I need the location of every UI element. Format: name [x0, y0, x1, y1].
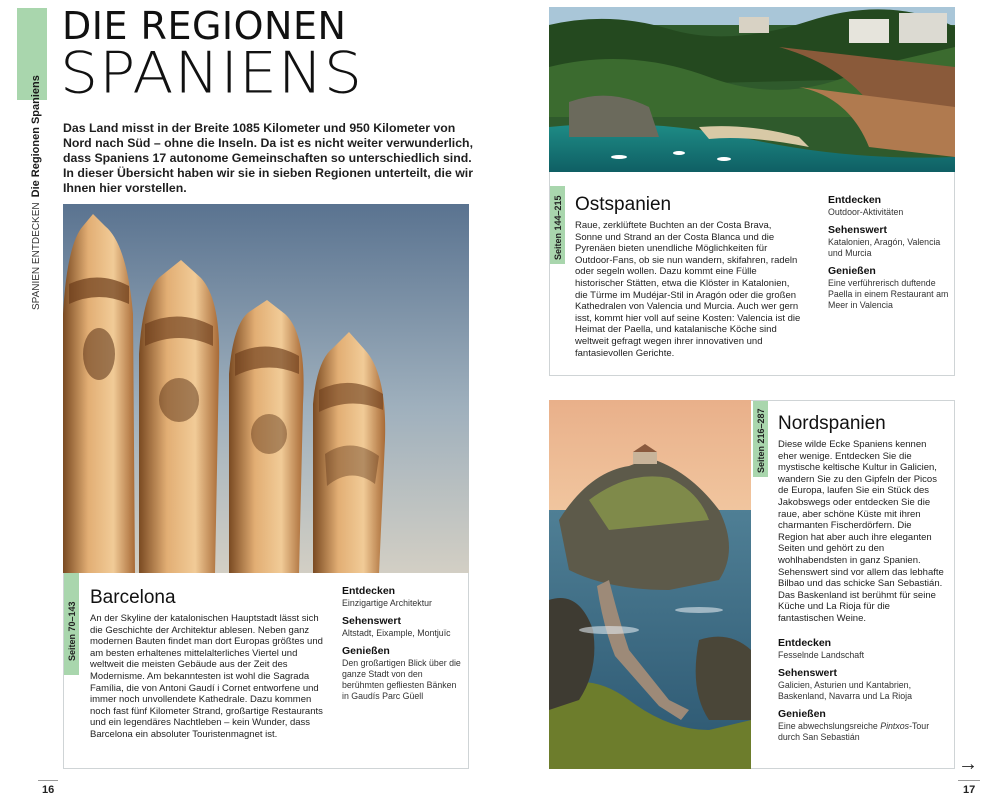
barcelona-photo — [63, 204, 469, 574]
page-title-line2: SPANIENS — [60, 40, 363, 107]
page-title-line1: DIE REGIONEN — [62, 4, 347, 48]
fact-heading: Genießen — [828, 265, 876, 277]
barcelona-title: Barcelona — [90, 587, 176, 608]
fact-value: Eine abwechslungsreiche Pintxos-Tour durch San Sebastián — [778, 721, 930, 742]
fact-heading: Genießen — [778, 708, 826, 720]
nordspanien-facts — [778, 637, 950, 749]
ostspanien-description: Raue, zerklüftete Buchten an der Costa Brava, Sonne und Strand an der Costa Blanca und die Pyrenäen bieten unendliche Möglichkeiten für Outdoor-Fans, ob sie nun wandern, skifahren, radeln oder segeln wollen. Dazu kommt eine Fülle historischer Stätten, etwa die Klöster in Katalonien, die Türme im Mudéjar-Stil in Aragón oder die großen Kathedralen von Valencia und Murcia. Auch wer gern isst, kommt hier voll auf seine Kosten: Valencia ist die Heimat der Paella, und katalanische Köche sind weltweit gefragt wegen ihrer innovativen und fantasievollen Gerichte. — [575, 220, 801, 359]
barcelona-description: An der Skyline der katalonischen Hauptstadt lässt sich die Geschichte der Architektur ablesen. Neben ganz modernen Bauten findet man dort Europas größtes und am besten erhaltenes mittelalterliches Viertel und weltweit die meisten Gebäude aus der Zeit des Modernisme. Am bekanntesten ist wohl die Sagrada Família, die von Antoni Gaudí i Cornet entworfene und immer noch unvollendete Kathedrale. Dazu kommen noch fast fünf Kilometer Strand, großartige Restaurants und ein legendäres Nachtleben – kein Wunder, dass Barcelona ein absoluter Touristenmagnet ist. — [90, 613, 323, 740]
fact-heading: Sehenswert — [778, 667, 837, 679]
running-head-section: SPANIEN ENTDECKEN — [31, 202, 42, 310]
fact-value: Den großartigen Blick über die ganze Stadt von den berühmten geﬂiesten Bänken in Gaudís Parc Güell — [342, 658, 461, 701]
fact-value: Fesselnde Landschaft — [778, 650, 865, 660]
page-number-left: 16 — [42, 784, 55, 796]
barcelona-page-range: Seiten 70–143 — [67, 601, 77, 661]
nordspanien-page-tab — [753, 401, 768, 477]
fact-heading: Genießen — [342, 645, 390, 657]
fact-value: Eine verführerisch duftende Paella in einem Restaurant am Meer in Valencia — [828, 278, 949, 310]
nordspanien-title: Nordspanien — [778, 413, 886, 434]
intro-paragraph: Das Land misst in der Breite 1085 Kilometer und 950 Kilometer von Nord nach Süd – ohne die Inseln. Da ist es nicht weiter verwunderlich, dass Spaniens 17 autonome Gemeinschaften so unterschiedlich sind. In dieser Übersicht haben wir sie in sieben Regionen unterteilt, die wir Ihnen hier vorstellen. — [63, 121, 473, 195]
running-head — [29, 75, 49, 310]
fact-value: Einzigartige Architektur — [342, 598, 432, 608]
nordspanien-description: Diese wilde Ecke Spaniens kennen eher wenige. Entdecken Sie die mystische keltische Kultur in Galicien, wandern Sie zu den Gipfeln der Picos de Europa, laufen Sie ein Stück des Jakobswegs oder entdecken Sie die raue, aber schöne Küste mit ihren charmanten Fischerdörfern. Die Region hat aber auch ihre eleganten Seiten und gehört zu den wohlhabendsten in ganz Spanien. Sehenswert sind vor allem das lebhafte Bilbao und das schicke San Sebastián. Das Baskenland ist berühmt für seine Küche und La Rioja für die fantastischen Weine. — [778, 439, 944, 624]
fact-heading: Entdecken — [828, 194, 882, 206]
fact-value: Outdoor-Aktivitäten — [828, 207, 904, 217]
page-number-right: 17 — [963, 784, 976, 796]
fact-heading: Entdecken — [342, 585, 396, 597]
ostspanien-page-tab — [550, 186, 565, 264]
ostspanien-title: Ostspanien — [575, 194, 672, 215]
barcelona-page-tab — [64, 573, 79, 675]
page-number-rule — [38, 780, 58, 781]
costa-brava-photo — [549, 7, 955, 172]
page-number-rule — [958, 780, 980, 781]
ostspanien-card — [549, 172, 955, 376]
ostspanien-facts — [828, 194, 950, 317]
fact-value: Katalonien, Aragón, Valencia und Murcia — [828, 237, 941, 258]
gaztelugatxe-photo — [549, 400, 751, 769]
barcelona-facts — [342, 585, 464, 708]
fact-heading: Sehenswert — [342, 615, 401, 627]
next-page-arrow-icon[interactable]: → — [958, 753, 978, 775]
nordspanien-page-range: Seiten 216–287 — [756, 408, 766, 473]
fact-value: Galicien, Asturien und Kantabrien, Baskenland, Navarra und La Rioja — [778, 680, 912, 701]
fact-heading: Entdecken — [778, 637, 832, 649]
fact-heading: Sehenswert — [828, 224, 887, 236]
running-head-chapter: Die Regionen Spaniens — [30, 75, 42, 198]
ostspanien-page-range: Seiten 144–215 — [553, 195, 563, 260]
fact-value: Altstadt, Eixample, Montjuïc — [342, 628, 451, 638]
barcelona-card — [63, 573, 469, 769]
